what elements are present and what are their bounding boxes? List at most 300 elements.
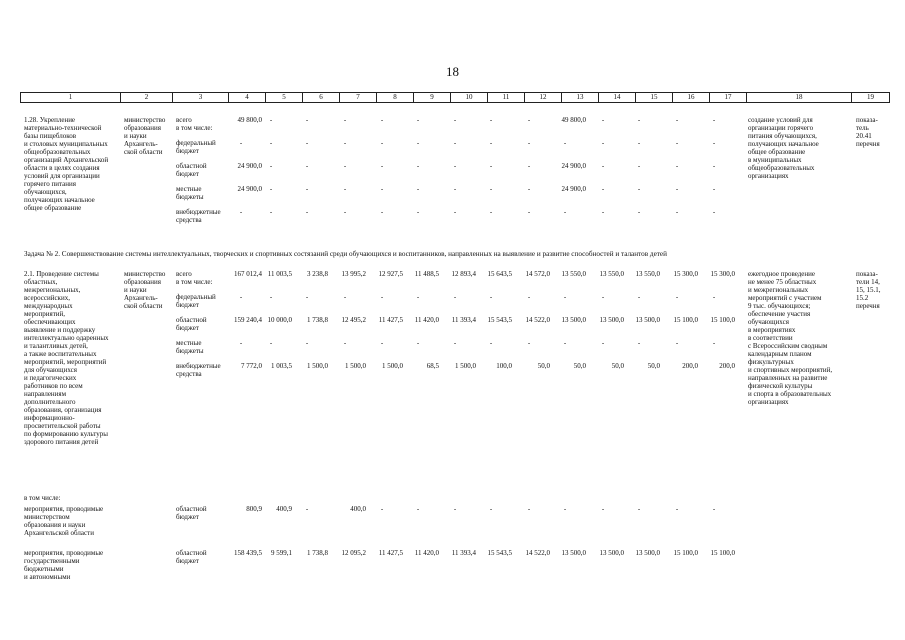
expected-result-line: мероприятий с участием: [748, 294, 822, 302]
executor-line: и науки: [124, 286, 147, 294]
value-cell: 11 420,0: [414, 549, 439, 557]
funding-source-line: в том числе:: [176, 124, 213, 132]
value-cell: 13 500,0: [561, 316, 586, 324]
value-cell: -: [675, 139, 679, 147]
value-cell: -: [380, 185, 384, 193]
measure-name-line: общее образование: [24, 204, 82, 212]
executor-line: Архангель-: [124, 140, 158, 148]
including-label: в том числе:: [24, 494, 61, 502]
value-cell: -: [343, 208, 347, 216]
measure-name-line: по формированию культуры: [24, 430, 108, 438]
funding-source-line: областной: [176, 505, 207, 513]
expected-result-line: обучающихся: [748, 318, 789, 326]
funding-source-line: областной: [176, 549, 207, 557]
value-cell: 14 522,0: [525, 549, 550, 557]
value-cell: 50,0: [573, 362, 586, 370]
value-cell: -: [239, 293, 243, 301]
value-cell: -: [343, 162, 347, 170]
value-cell: -: [712, 116, 716, 124]
value-cell: -: [453, 505, 457, 513]
value-cell: -: [601, 116, 605, 124]
value-cell: 15 643,5: [487, 270, 512, 278]
funding-source-line: областной: [176, 162, 207, 170]
value-cell: 400,0: [350, 505, 366, 513]
value-cell: -: [489, 505, 493, 513]
expected-result-line: общеобразовательных: [748, 164, 815, 172]
value-cell: 13 550,0: [635, 270, 660, 278]
value-cell: -: [343, 116, 347, 124]
column-number-17: 17: [710, 93, 747, 103]
value-cell: 15 543,5: [487, 316, 512, 324]
value-cell: -: [380, 339, 384, 347]
value-cell: -: [527, 116, 531, 124]
column-number-1: 1: [21, 93, 121, 103]
funding-source-line: федеральный: [176, 293, 216, 301]
value-cell: -: [712, 505, 716, 513]
value-cell: -: [527, 505, 531, 513]
value-cell: 15 300,0: [673, 270, 698, 278]
value-cell: -: [527, 339, 531, 347]
value-cell: 15 100,0: [710, 316, 735, 324]
value-cell: 13 995,2: [341, 270, 366, 278]
value-cell: -: [637, 139, 641, 147]
expected-result-line: обеспечение участия: [748, 310, 811, 318]
value-cell: -: [453, 208, 457, 216]
value-cell: 24 900,0: [561, 185, 586, 193]
value-cell: -: [712, 339, 716, 347]
value-cell: -: [637, 162, 641, 170]
funding-source-line: всего: [176, 270, 192, 278]
column-number-16: 16: [673, 93, 710, 103]
measure-name-line: государственными: [24, 557, 80, 565]
value-cell: 11 427,5: [378, 316, 403, 324]
measure-name-line: базы пищеблоков: [24, 132, 77, 140]
value-cell: 10 000,0: [267, 316, 292, 324]
expected-result-line: в соответствии: [748, 334, 793, 342]
expected-result-line: организации горячего: [748, 124, 814, 132]
measure-name-line: мероприятий, мероприятий: [24, 358, 107, 366]
column-number-4: 4: [229, 93, 266, 103]
value-cell: -: [637, 339, 641, 347]
value-cell: 1 003,5: [271, 362, 292, 370]
indicator-line: 15.2: [856, 294, 869, 302]
value-cell: -: [675, 293, 679, 301]
executor-line: ской области: [124, 148, 163, 156]
value-cell: 12 893,4: [451, 270, 476, 278]
value-cell: 15 300,0: [710, 270, 735, 278]
value-cell: 12 095,2: [341, 549, 366, 557]
column-number-18: 18: [747, 93, 852, 103]
executor-line: министерство: [124, 116, 166, 124]
value-cell: 15 100,0: [673, 316, 698, 324]
measure-name-line: работников по всем: [24, 382, 83, 390]
value-cell: -: [343, 185, 347, 193]
value-cell: -: [239, 139, 243, 147]
value-cell: 49 800,0: [237, 116, 262, 124]
value-cell: -: [489, 185, 493, 193]
value-cell: 1 500,0: [455, 362, 476, 370]
value-cell: -: [675, 339, 679, 347]
expected-result-line: в мероприятиях: [748, 326, 796, 334]
value-cell: -: [563, 139, 567, 147]
value-cell: -: [675, 162, 679, 170]
value-cell: -: [675, 185, 679, 193]
value-cell: 24 900,0: [237, 162, 262, 170]
measure-name-line: всероссийских,: [24, 294, 70, 302]
measure-name-line: интеллектуально одаренных: [24, 334, 109, 342]
value-cell: 159 240,4: [234, 316, 262, 324]
indicator-line: перечня: [856, 140, 880, 148]
indicator-line: тели 14,: [856, 278, 880, 286]
measure-name-line: и педагогических: [24, 374, 77, 382]
value-cell: -: [563, 505, 567, 513]
value-cell: 7 772,0: [241, 362, 262, 370]
measure-name-line: организаций Архангельской: [24, 156, 109, 164]
column-number-7: 7: [340, 93, 377, 103]
value-cell: 167 012,4: [234, 270, 262, 278]
value-cell: -: [453, 116, 457, 124]
column-number-12: 12: [525, 93, 562, 103]
value-cell: 14 522,0: [525, 316, 550, 324]
value-cell: -: [269, 185, 273, 193]
expected-result-line: создание условий для: [748, 116, 813, 124]
value-cell: -: [489, 208, 493, 216]
funding-source-line: средства: [176, 370, 202, 378]
funding-source-line: областной: [176, 316, 207, 324]
measure-name-line: образования и науки: [24, 521, 86, 529]
value-cell: -: [489, 339, 493, 347]
value-cell: 11 393,4: [451, 549, 476, 557]
executor-line: и науки: [124, 132, 147, 140]
measure-name-line: обеспечивающих: [24, 318, 76, 326]
value-cell: 400,9: [276, 505, 292, 513]
column-number-11: 11: [488, 93, 525, 103]
value-cell: 12 495,2: [341, 316, 366, 324]
value-cell: -: [269, 139, 273, 147]
value-cell: 15 100,0: [710, 549, 735, 557]
value-cell: -: [601, 293, 605, 301]
value-cell: -: [453, 339, 457, 347]
value-cell: -: [380, 505, 384, 513]
value-cell: -: [712, 162, 716, 170]
value-cell: -: [675, 116, 679, 124]
value-cell: -: [416, 293, 420, 301]
funding-source-line: бюджеты: [176, 347, 204, 355]
expected-result-line: организациях: [748, 172, 789, 180]
expected-result-line: и спорта в образовательных: [748, 390, 832, 398]
value-cell: 13 550,0: [561, 270, 586, 278]
funding-source-line: бюджеты: [176, 193, 204, 201]
value-cell: 68,5: [426, 362, 439, 370]
column-number-header: [20, 92, 890, 103]
expected-result-line: общее образование: [748, 148, 806, 156]
column-number-13: 13: [562, 93, 599, 103]
indicator-line: перечня: [856, 302, 880, 310]
column-number-3: 3: [173, 93, 229, 103]
value-cell: -: [380, 293, 384, 301]
measure-name-line: направлениям: [24, 390, 67, 398]
funding-source-line: местные: [176, 185, 202, 193]
funding-source-line: местные: [176, 339, 202, 347]
funding-source-line: бюджет: [176, 557, 199, 565]
value-cell: 12 927,5: [378, 270, 403, 278]
funding-source-line: бюджет: [176, 170, 199, 178]
value-cell: -: [675, 208, 679, 216]
value-cell: -: [416, 116, 420, 124]
indicator-line: 20.41: [856, 132, 872, 140]
value-cell: 1 738,8: [307, 549, 328, 557]
measure-name-line: и талантливых детей,: [24, 342, 88, 350]
value-cell: -: [637, 208, 641, 216]
task-heading: Задача № 2. Совершенствование системы интеллектуальных, творческих и спортивных состязаний среди обучающихся и воспитанников, направленных на выявление и развитие способностей и талантов детей: [24, 250, 667, 258]
measure-name-line: мероприятия, проводимые: [24, 549, 104, 557]
value-cell: 50,0: [611, 362, 624, 370]
funding-source-line: всего: [176, 116, 192, 124]
value-cell: 13 500,0: [599, 316, 624, 324]
value-cell: -: [601, 339, 605, 347]
measure-name-line: международных: [24, 302, 73, 310]
value-cell: -: [563, 208, 567, 216]
column-number-15: 15: [636, 93, 673, 103]
funding-source-line: бюджет: [176, 324, 199, 332]
value-cell: -: [453, 185, 457, 193]
value-cell: 15 543,5: [487, 549, 512, 557]
measure-name-line: мероприятий,: [24, 310, 66, 318]
expected-result-line: в муниципальных: [748, 156, 802, 164]
value-cell: -: [343, 293, 347, 301]
value-cell: -: [305, 293, 309, 301]
value-cell: -: [601, 208, 605, 216]
value-cell: -: [601, 185, 605, 193]
value-cell: 15 100,0: [673, 549, 698, 557]
expected-result-line: питания обучающихся,: [748, 132, 817, 140]
value-cell: -: [527, 208, 531, 216]
value-cell: 800,9: [246, 505, 262, 513]
funding-source-line: федеральный: [176, 139, 216, 147]
value-cell: -: [416, 339, 420, 347]
value-cell: 3 238,8: [307, 270, 328, 278]
value-cell: -: [380, 139, 384, 147]
measure-name-line: условий для организации: [24, 172, 100, 180]
funding-source-line: внебюджетные: [176, 362, 221, 370]
funding-source-line: бюджет: [176, 513, 199, 521]
value-cell: -: [489, 139, 493, 147]
value-cell: -: [239, 208, 243, 216]
value-cell: -: [453, 162, 457, 170]
funding-source-line: бюджет: [176, 301, 199, 309]
measure-name-line: информационно-: [24, 414, 75, 422]
column-number-5: 5: [266, 93, 303, 103]
value-cell: -: [637, 293, 641, 301]
measure-name-line: Архангельской области: [24, 529, 94, 537]
value-cell: -: [269, 116, 273, 124]
column-number-10: 10: [451, 93, 488, 103]
expected-result-line: направленных на развитие: [748, 374, 828, 382]
value-cell: -: [712, 185, 716, 193]
value-cell: 100,0: [496, 362, 512, 370]
value-cell: -: [712, 293, 716, 301]
column-number-14: 14: [599, 93, 636, 103]
indicator-line: 15, 15.1,: [856, 286, 881, 294]
value-cell: 50,0: [537, 362, 550, 370]
value-cell: -: [269, 339, 273, 347]
value-cell: -: [269, 208, 273, 216]
value-cell: 24 900,0: [561, 162, 586, 170]
value-cell: -: [563, 293, 567, 301]
measure-name-line: для обучающихся: [24, 366, 77, 374]
value-cell: 50,0: [647, 362, 660, 370]
measure-name-line: министерством: [24, 513, 70, 521]
value-cell: 158 439,5: [234, 549, 262, 557]
value-cell: 24 900,0: [237, 185, 262, 193]
value-cell: -: [416, 505, 420, 513]
value-cell: -: [527, 139, 531, 147]
value-cell: 1 738,8: [307, 316, 328, 324]
value-cell: -: [712, 208, 716, 216]
expected-result-line: организациях: [748, 398, 789, 406]
measure-name-line: и столовых муниципальных: [24, 140, 108, 148]
measure-name-line: дополнительного: [24, 398, 76, 406]
expected-result-line: физической культуры: [748, 382, 813, 390]
measure-name-line: получающих начальное: [24, 196, 95, 204]
value-cell: -: [637, 505, 641, 513]
measure-name-line: бюджетными: [24, 565, 64, 573]
value-cell: -: [380, 116, 384, 124]
value-cell: -: [489, 162, 493, 170]
funding-source-line: в том числе:: [176, 278, 213, 286]
value-cell: -: [305, 185, 309, 193]
column-number-9: 9: [414, 93, 451, 103]
value-cell: 14 572,0: [525, 270, 550, 278]
measure-name-line: здорового питания детей: [24, 438, 99, 446]
value-cell: -: [563, 339, 567, 347]
measure-name-line: просветительской работы: [24, 422, 101, 430]
value-cell: -: [675, 505, 679, 513]
measure-name-line: выявление и поддержку: [24, 326, 96, 334]
measure-name-line: образования, организация: [24, 406, 102, 414]
measure-name-line: мероприятия, проводимые: [24, 505, 104, 513]
measure-name-line: 2.1. Проведение системы: [24, 270, 99, 278]
value-cell: -: [239, 339, 243, 347]
value-cell: 11 488,5: [414, 270, 439, 278]
value-cell: -: [305, 116, 309, 124]
column-number-19: 19: [852, 93, 890, 103]
measure-name-line: а также воспитательных: [24, 350, 97, 358]
value-cell: 13 500,0: [561, 549, 586, 557]
value-cell: 1 500,0: [307, 362, 328, 370]
value-cell: 200,0: [719, 362, 735, 370]
value-cell: -: [269, 293, 273, 301]
expected-result-line: 9 тыс. обучающихся;: [748, 302, 811, 310]
indicator-line: тель: [856, 124, 869, 132]
column-number-6: 6: [303, 93, 340, 103]
value-cell: 11 427,5: [378, 549, 403, 557]
value-cell: 200,0: [682, 362, 698, 370]
measure-name-line: материально-технической: [24, 124, 102, 132]
funding-source-line: средства: [176, 216, 202, 224]
funding-source-line: внебюджетные: [176, 208, 221, 216]
value-cell: -: [416, 208, 420, 216]
value-cell: -: [489, 293, 493, 301]
executor-line: Архангель-: [124, 294, 158, 302]
expected-result-line: с Всероссийским сводным: [748, 342, 828, 350]
indicator-line: показа-: [856, 270, 878, 278]
value-cell: 13 500,0: [635, 316, 660, 324]
value-cell: -: [305, 208, 309, 216]
value-cell: -: [712, 139, 716, 147]
expected-result-line: и спортивных мероприятий,: [748, 366, 833, 374]
executor-line: ской области: [124, 302, 163, 310]
expected-result-line: и межрегиональных: [748, 286, 809, 294]
expected-result-line: ежегодное проведение: [748, 270, 815, 278]
expected-result-line: не менее 75 областных: [748, 278, 817, 286]
value-cell: -: [305, 339, 309, 347]
value-cell: -: [416, 139, 420, 147]
value-cell: -: [380, 208, 384, 216]
value-cell: 11 003,5: [267, 270, 292, 278]
measure-name-line: обучающихся,: [24, 188, 67, 196]
value-cell: 9 599,1: [271, 549, 292, 557]
expected-result-line: физкультурных: [748, 358, 794, 366]
value-cell: -: [601, 505, 605, 513]
value-cell: -: [416, 185, 420, 193]
measure-name-line: межрегиональных,: [24, 286, 81, 294]
executor-line: образования: [124, 278, 161, 286]
value-cell: -: [305, 505, 309, 513]
value-cell: -: [601, 139, 605, 147]
value-cell: -: [416, 162, 420, 170]
value-cell: -: [637, 185, 641, 193]
value-cell: -: [380, 162, 384, 170]
measure-name-line: областных,: [24, 278, 58, 286]
value-cell: -: [453, 293, 457, 301]
value-cell: 49 800,0: [561, 116, 586, 124]
value-cell: -: [527, 293, 531, 301]
value-cell: -: [305, 162, 309, 170]
value-cell: 11 420,0: [414, 316, 439, 324]
measure-name-line: горячего питания: [24, 180, 76, 188]
value-cell: -: [637, 116, 641, 124]
value-cell: 1 500,0: [345, 362, 366, 370]
value-cell: -: [343, 139, 347, 147]
measure-name-line: и автономными: [24, 573, 71, 581]
executor-line: министерство: [124, 270, 166, 278]
expected-result-line: календарным планом: [748, 350, 812, 358]
value-cell: -: [527, 185, 531, 193]
value-cell: -: [489, 116, 493, 124]
value-cell: 11 393,4: [451, 316, 476, 324]
value-cell: -: [453, 139, 457, 147]
column-number-8: 8: [377, 93, 414, 103]
value-cell: -: [601, 162, 605, 170]
value-cell: 13 550,0: [599, 270, 624, 278]
measure-name-line: 1.28. Укрепление: [24, 116, 76, 124]
measure-name-line: общеобразовательных: [24, 148, 91, 156]
value-cell: -: [343, 339, 347, 347]
measure-name-line: области в целях создания: [24, 164, 100, 172]
funding-source-line: бюджет: [176, 147, 199, 155]
value-cell: 13 500,0: [635, 549, 660, 557]
page-number: 18: [446, 64, 459, 79]
expected-result-line: получающих начальное: [748, 140, 819, 148]
value-cell: 13 500,0: [599, 549, 624, 557]
value-cell: 1 500,0: [382, 362, 403, 370]
value-cell: -: [305, 139, 309, 147]
indicator-line: показа-: [856, 116, 878, 124]
executor-line: образования: [124, 124, 161, 132]
column-number-2: 2: [121, 93, 173, 103]
value-cell: -: [527, 162, 531, 170]
